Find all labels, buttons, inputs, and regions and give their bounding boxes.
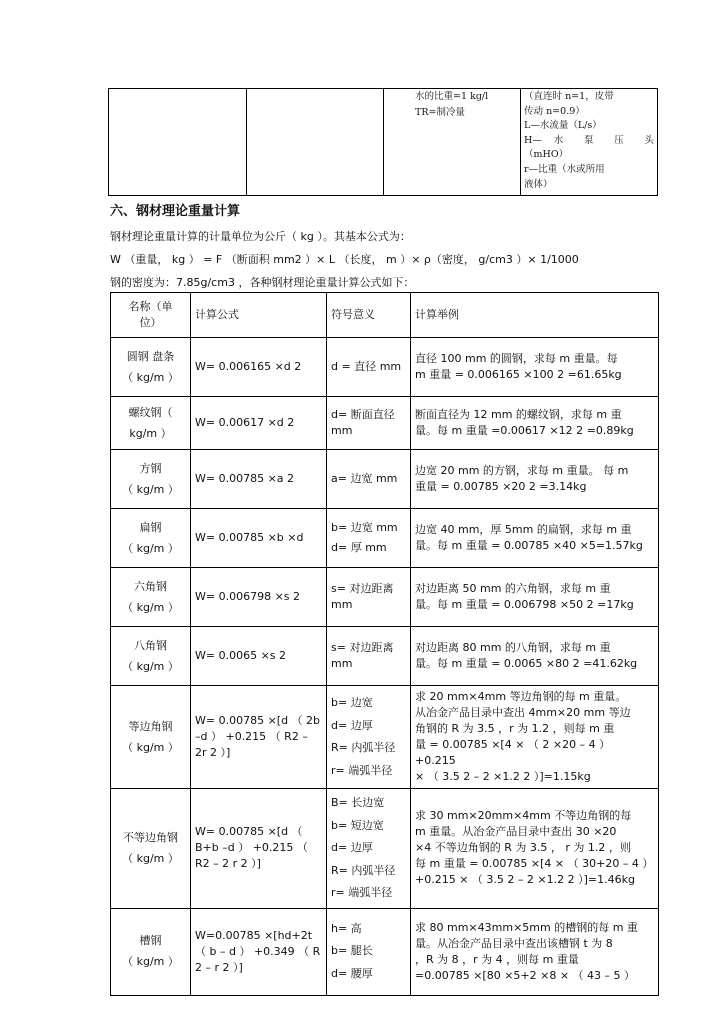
top-cell-4-line: （直连时 n=1，皮带 [524,91,614,102]
cell-name-line: （ kg/m ） [122,851,179,865]
cell-symbol-line: b= 短边宽 [331,818,384,832]
cell-symbol-line: d= 边厚 [331,718,373,732]
cell-name [111,568,191,627]
header-name-line: 位） [139,316,162,329]
cell-example [411,686,659,789]
cell-symbol-line: b= 腿长 [331,944,373,958]
cell-formula: W= 0.006165 ×d 2 [191,338,327,397]
cell-formula: W=0.00785 ×[hd+2t （ b – d ） +0.349 （ R 2 – r 2 ）] [191,908,327,995]
top-cell-1 [109,89,247,196]
table-row [111,908,659,995]
cell-example [411,627,659,686]
cell-name-line: 螺纹钢（ [128,405,173,419]
cell-example [411,338,659,397]
cell-name-line: （ kg/m ） [122,482,179,496]
cell-example [411,568,659,627]
steel-weight-table [110,292,659,996]
cell-symbol [327,338,411,397]
cell-name [111,338,191,397]
cell-name-line: 八角钢 [134,638,167,652]
cell-symbol-line: b= 边宽 [331,696,373,709]
cell-example-line: × （ 3.5 2 – 2 ×1.2 2 ）]=1.15kg [415,770,591,783]
cell-symbol-line: s= 对边距离 [331,582,394,595]
section-heading: 六、钢材理论重量计算 [110,204,241,219]
cell-symbol-line: d= 断面直径 [331,408,395,421]
intro-line: 钢的密度为：7.85g/cm3 ，各种钢材理论重量计算公式如下： [110,276,415,289]
cell-example-line: 求 20 mm×4mm 等边角钢的每 m 重量。 [415,690,627,703]
table-row [111,397,659,450]
table-row [111,450,659,509]
top-cell-4-line: H— 水 泵 压 头 [524,134,654,146]
cell-formula: W= 0.0065 ×s 2 [191,627,327,686]
cell-name-line: 不等边角钢 [123,830,178,844]
cell-symbol [327,568,411,627]
cell-symbol-line: mm [331,598,353,611]
top-cell-4-line: 传动 n=0.9） [524,105,585,117]
cell-example-line: 求 80 mm×43mm×5mm 的槽钢的每 m 重 [415,920,638,934]
top-cell-4-line: L—水流量（L/s） [524,120,602,132]
cell-symbol [327,686,411,789]
top-table-fragment [108,88,658,196]
cell-example-line: 求 30 mm×20mm×4mm 不等边角钢的每 [415,809,632,823]
cell-name-line: kg/m ） [129,426,172,440]
cell-symbol-line: B= 长边宽 [331,796,385,809]
cell-example-line: 每 m 重量 = 0.00785 ×[4 × （ 30+20 – 4 ） [415,857,654,871]
cell-example [411,789,659,909]
cell-example-line: 从冶金产品目录中查出 4mm×20 mm 等边 [415,706,631,719]
cell-name-line: 圆钢 盘条 [126,349,175,363]
top-cell-3-line: 水的比重=1 kg/l [415,91,489,102]
cell-name-line: （ kg/m ） [122,955,179,968]
header-formula: 计算公式 [191,293,327,338]
cell-symbol [327,789,411,909]
table-row [111,509,659,568]
cell-example-line: 断面直径为 12 mm 的螺纹钢，求每 m 重 [415,408,622,421]
cell-name-line: 方钢 [139,461,162,475]
cell-name-line: 扁钢 [139,520,162,534]
top-cell-4-line: r—比重（水或所用 [524,163,605,175]
cell-name-line: （ kg/m ） [122,541,179,555]
cell-symbol [327,908,411,995]
cell-example-line: =0.00785 ×[80 ×5+2 ×8 × （ 43 – 5 ） [415,968,636,982]
cell-example [411,450,659,509]
cell-example [411,397,659,450]
cell-example [411,509,659,568]
cell-symbol-line: r= 端弧半径 [331,763,393,777]
cell-name-line: （ kg/m ） [122,740,179,754]
cell-symbol-line: s= 对边距离 [331,641,394,654]
cell-name-line: （ kg/m ） [122,370,179,384]
table-row [111,789,659,909]
cell-example-line: 直径 100 mm 的圆钢，求每 m 重量。每 [415,352,618,365]
cell-example-line: 量。从冶金产品目录中查出该槽钢 t 为 8 [415,936,613,950]
cell-formula: W= 0.00785 ×a 2 [191,450,327,509]
top-cell-3-line: TR=制冷量 [415,106,465,118]
table-header-row [111,293,659,338]
top-cell-4-line: 液体） [524,178,553,190]
cell-symbol [327,627,411,686]
cell-symbol-line: d= 腰厚 [331,966,373,980]
cell-name [111,397,191,450]
cell-symbol-line: mm [331,657,353,670]
cell-symbol-line: R= 内弧半径 [331,863,396,877]
cell-example-line: ×4 不等边角钢的 R 为 3.5 ， r 为 1.2 ，则 [415,841,631,855]
cell-symbol-line: R= 内弧半径 [331,741,396,754]
cell-example-line: 量。每 m 重量 = 0.0065 ×80 2 =41.62kg [415,657,638,670]
cell-formula: W= 0.00785 ×[d （ B+b –d ） +0.215 （ R2 – 2 r 2 ）] [191,789,327,909]
intro-line: 钢材理论重量计算的计量单位为公斤（ kg ）。其基本公式为： [110,230,411,243]
cell-example-line: 角钢的 R 为 3.5 ，r 为 1.2 ，则每 m 重 [415,722,615,735]
header-name [111,293,191,338]
cell-example-line: m 重量 = 0.006165 ×100 2 =61.65kg [415,368,622,381]
cell-name [111,450,191,509]
cell-name-line: （ kg/m ） [122,659,179,673]
cell-formula: W= 0.00785 ×b ×d [191,509,327,568]
cell-symbol-line: d = 直径 mm [331,360,402,373]
cell-example-line: m 重量。从冶金产品目录中查出 30 ×20 [415,825,617,839]
cell-example-line: 量。每 m 重量 = 0.006798 ×50 2 =17kg [415,598,634,611]
cell-name [111,686,191,789]
top-cell-2 [247,89,384,196]
header-example: 计算举例 [411,293,659,338]
cell-name-line: 槽钢 [139,934,162,947]
cell-example-line: 量 = 0.00785 ×[4 × （ 2 ×20 – 4 ） +0.215 [415,738,611,767]
cell-example-line: 对边距离 50 mm 的六角钢，求每 m 重 [415,582,611,595]
cell-example-line: ，R 为 8 ，r 为 4 ，则每 m 重量 [415,952,579,966]
top-cell-4-line: （mHO） [524,149,569,161]
cell-symbol [327,450,411,509]
table-row [111,686,659,789]
cell-example-line: 量。每 m 重量 = 0.00785 ×40 ×5=1.57kg [415,539,643,552]
cell-name [111,789,191,909]
cell-formula: W= 0.006798 ×s 2 [191,568,327,627]
cell-example-line: 量。每 m 重量 =0.00617 ×12 2 =0.89kg [415,424,634,437]
cell-symbol-line: d= 边厚 [331,841,373,854]
cell-example-line: 重量 = 0.00785 ×20 2 =3.14kg [415,480,587,493]
cell-example-line: 对边距离 80 mm 的八角钢，求每 m 重 [415,641,611,654]
cell-symbol-line: h= 高 [331,921,362,935]
table-row [111,568,659,627]
cell-example-line: 边宽 20 mm 的方钢，求每 m 重量。 每 m [415,464,629,477]
cell-name [111,908,191,995]
cell-name [111,627,191,686]
cell-symbol [327,397,411,450]
cell-name-line: 等边角钢 [128,719,173,733]
cell-formula: W= 0.00785 ×[d （ 2b –d ） +0.215 （ R2 – 2r 2 ）] [191,686,327,789]
cell-example-line: +0.215 × （ 3.5 2 – 2 ×1.2 2 ）]=1.46kg [415,873,635,887]
header-name-line: 名称（单 [128,300,173,313]
cell-name [111,509,191,568]
header-symbol: 符号意义 [327,293,411,338]
cell-example [411,908,659,995]
table-row [111,627,659,686]
cell-name-line: 六角钢 [134,579,167,593]
cell-symbol-line: a= 边宽 mm [331,472,398,485]
cell-symbol-line: mm [331,424,353,437]
top-cell-4 [415,89,658,196]
cell-symbol-line: r= 端弧半径 [331,886,393,899]
intro-line: W （重量， kg ） = F （断面积 mm2 ）× L （长度， m ）× ρ（密度， g/cm3 ）× 1/1000 [110,253,579,266]
cell-symbol-line: d= 厚 mm [331,541,387,554]
cell-symbol-line: b= 边宽 mm [331,521,398,534]
top-table-row [109,89,658,196]
cell-name-line: （ kg/m ） [122,600,179,614]
cell-example-line: 边宽 40 mm，厚 5mm 的扁钢，求每 m 重 [415,523,632,536]
table-row [111,338,659,397]
cell-symbol [327,509,411,568]
cell-formula: W= 0.00617 ×d 2 [191,397,327,450]
